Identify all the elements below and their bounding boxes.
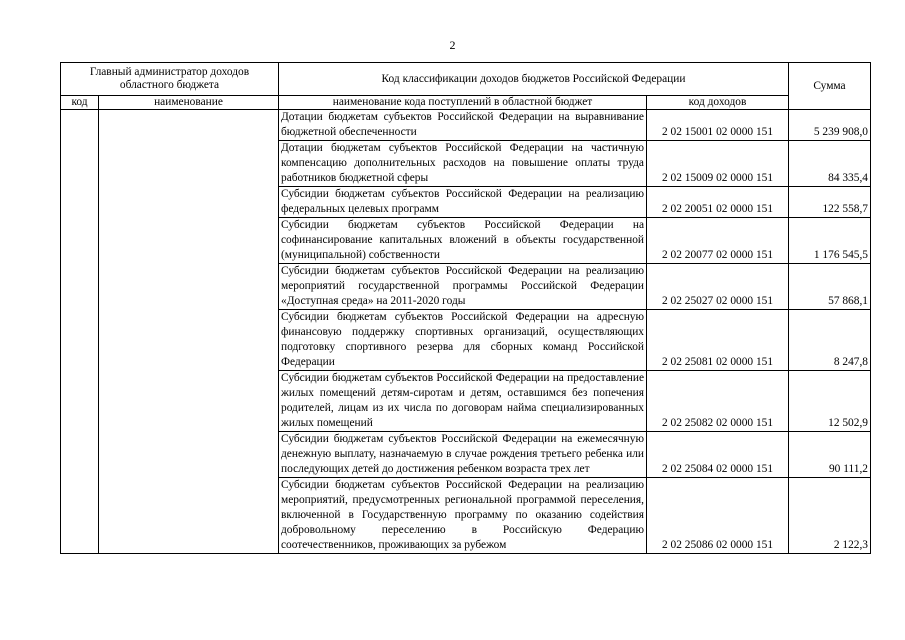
revenue-code-cell: 2 02 20077 02 0000 151 bbox=[647, 218, 789, 264]
sum-cell: 5 239 908,0 bbox=[789, 110, 871, 141]
header-row-top bbox=[61, 63, 871, 96]
revenue-code-cell: 2 02 15009 02 0000 151 bbox=[647, 141, 789, 187]
header-classification-group: Код классификации доходов бюджетов Российской Федерации bbox=[279, 63, 789, 96]
revenue-name-cell: Субсидии бюджетам субъектов Российской Федерации на реализацию федеральных целевых программ bbox=[279, 187, 647, 218]
header-admin-group: Главный администратор доходов областного бюджета bbox=[61, 63, 279, 96]
header-row-sub bbox=[61, 96, 871, 110]
sum-cell: 84 335,4 bbox=[789, 141, 871, 187]
header-revenue-code: код доходов bbox=[647, 96, 789, 110]
header-code: код bbox=[61, 96, 99, 110]
revenue-name-cell: Субсидии бюджетам субъектов Российской Федерации на софинансирование капитальных вложений в объекты государственной (муниципальной) собственности bbox=[279, 218, 647, 264]
sum-cell: 12 502,9 bbox=[789, 371, 871, 432]
revenue-code-cell: 2 02 25027 02 0000 151 bbox=[647, 264, 789, 310]
revenue-code-cell: 2 02 25081 02 0000 151 bbox=[647, 310, 789, 371]
sum-cell: 122 558,7 bbox=[789, 187, 871, 218]
header-revenue-name: наименование кода поступлений в областной бюджет bbox=[279, 96, 647, 110]
admin-code-cell bbox=[61, 110, 99, 554]
sum-cell: 1 176 545,5 bbox=[789, 218, 871, 264]
revenue-code-cell: 2 02 15001 02 0000 151 bbox=[647, 110, 789, 141]
sum-cell: 57 868,1 bbox=[789, 264, 871, 310]
header-sum: Сумма bbox=[789, 63, 871, 110]
sum-cell: 2 122,3 bbox=[789, 478, 871, 554]
sum-cell: 90 111,2 bbox=[789, 432, 871, 478]
revenue-code-cell: 2 02 20051 02 0000 151 bbox=[647, 187, 789, 218]
revenue-name-cell: Субсидии бюджетам субъектов Российской Федерации на реализацию мероприятий, предусмотренных региональной программой переселения, включенной в Государственную программу по оказанию содействия добровольному переселению в Российскую Федерацию соотечественников, проживающих за рубежом bbox=[279, 478, 647, 554]
revenue-name-cell: Субсидии бюджетам субъектов Российской Федерации на реализацию мероприятий государственной программы Российской Федерации «Доступная среда» на 2011-2020 годы bbox=[279, 264, 647, 310]
header-name: наименование bbox=[99, 96, 279, 110]
revenue-name-cell: Субсидии бюджетам субъектов Российской Федерации на адресную финансовую поддержку спортивных организаций, осуществляющих подготовку спортивного резерва для сборных команд Российской Федерации bbox=[279, 310, 647, 371]
revenue-name-cell: Субсидии бюджетам субъектов Российской Федерации на ежемесячную денежную выплату, назначаемую в случае рождения третьего ребенка или последующих детей до достижения ребенком возраста трех лет bbox=[279, 432, 647, 478]
revenue-name-cell: Дотации бюджетам субъектов Российской Федерации на частичную компенсацию дополнительных расходов на повышение оплаты труда работников бюджетной сферы bbox=[279, 141, 647, 187]
page-number: 2 bbox=[449, 38, 456, 52]
revenue-table bbox=[60, 62, 871, 554]
revenue-code-cell: 2 02 25082 02 0000 151 bbox=[647, 371, 789, 432]
revenue-name-cell: Субсидии бюджетам субъектов Российской Федерации на предоставление жилых помещений детям-сиротам и детям, оставшимся без попечения родителей, лицам из их числа по договорам найма специализированных жилых помещений bbox=[279, 371, 647, 432]
admin-name-cell bbox=[99, 110, 279, 554]
revenue-name-cell: Дотации бюджетам субъектов Российской Федерации на выравнивание бюджетной обеспеченности bbox=[279, 110, 647, 141]
revenue-code-cell: 2 02 25084 02 0000 151 bbox=[647, 432, 789, 478]
sum-cell: 8 247,8 bbox=[789, 310, 871, 371]
table-row bbox=[61, 110, 871, 141]
revenue-code-cell: 2 02 25086 02 0000 151 bbox=[647, 478, 789, 554]
